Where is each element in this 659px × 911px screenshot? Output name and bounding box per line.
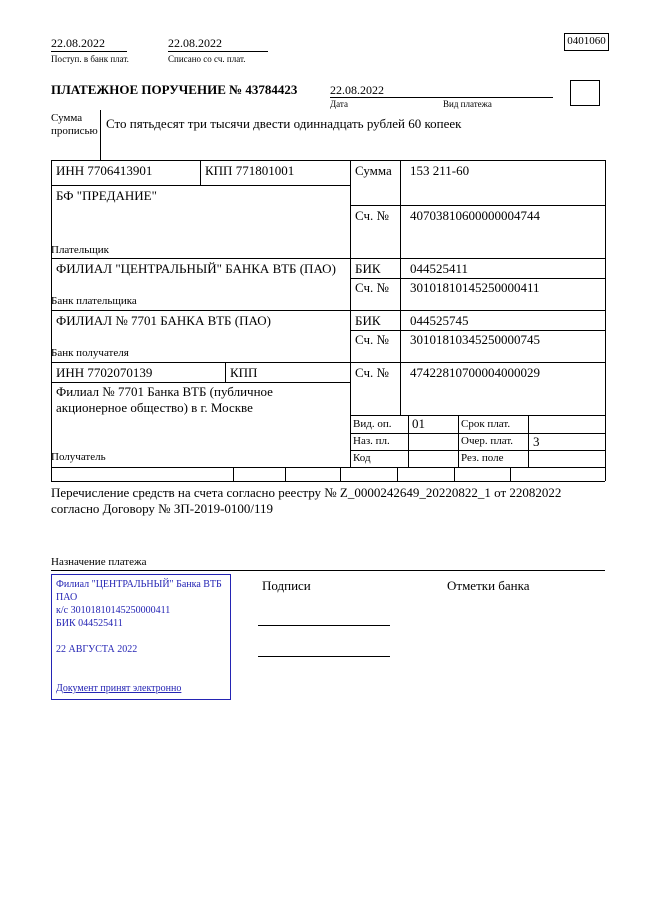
vid-op-divider-1 bbox=[408, 415, 409, 467]
payee-account-value: 47422810700004000029 bbox=[410, 365, 540, 380]
table-top-line bbox=[51, 160, 605, 161]
payer-bank-bik-value: 044525411 bbox=[410, 261, 469, 276]
payee-inn-kpp-divider bbox=[225, 362, 226, 382]
payer-kpp-label: КПП bbox=[205, 163, 233, 178]
signature-line-1 bbox=[258, 625, 390, 626]
inn-kpp-divider bbox=[200, 160, 201, 185]
debited-date-label: Списано со сч. плат. bbox=[168, 54, 246, 64]
payer-bank-bottom-line bbox=[51, 310, 605, 311]
ocher-plat-label: Очер. плат. bbox=[461, 435, 514, 447]
vid-op-value: 01 bbox=[412, 416, 425, 431]
received-date-label: Поступ. в банк плат. bbox=[51, 54, 129, 64]
amount-in-words: Сто пятьдесят три тысячи двести одиннадцать рублей 60 копеек bbox=[106, 116, 462, 131]
vid-op-top-line bbox=[350, 415, 605, 416]
small-row-divider-2 bbox=[285, 467, 286, 481]
payer-bottom-line bbox=[51, 258, 605, 259]
amount-words-label-line1: Сумма bbox=[51, 112, 83, 124]
payee-bank-bik-label: БИК bbox=[355, 313, 381, 328]
date-label: Дата bbox=[330, 99, 348, 109]
rez-pole-label: Рез. поле bbox=[461, 452, 504, 464]
vid-op-label: Вид. оп. bbox=[353, 418, 392, 430]
vid-op-divider-3 bbox=[528, 415, 529, 467]
debited-date-underline bbox=[168, 51, 268, 52]
payee-inn-cell bbox=[56, 365, 152, 381]
payee-account-label: Сч. № bbox=[355, 365, 389, 380]
title-date-underline bbox=[330, 97, 553, 98]
main-column-divider bbox=[350, 160, 351, 467]
payee-bank-bik-bottom-line bbox=[350, 330, 605, 331]
small-row-divider-6 bbox=[510, 467, 511, 481]
bank-marks-heading: Отметки банка bbox=[447, 578, 530, 593]
amount-words-divider bbox=[100, 110, 101, 160]
payer-bank-bik-bottom-line bbox=[350, 278, 605, 279]
payee-bank-bottom-line bbox=[51, 362, 605, 363]
bank-stamp bbox=[51, 574, 231, 700]
payer-bank-bik-label: БИК bbox=[355, 261, 381, 276]
payee-inn-label: ИНН bbox=[56, 365, 85, 380]
payment-kind-label: Вид платежа bbox=[443, 99, 492, 109]
sum-value: 153 211-60 bbox=[410, 163, 470, 178]
naz-pl-label: Наз. пл. bbox=[353, 435, 390, 447]
purpose-text: Перечисление средств на счета согласно реестру № Z_0000242649_20220822_1 от 22082022 согласно Договору № ЗП-2019-0100/119 bbox=[51, 485, 562, 517]
payer-name: БФ "ПРЕДАНИЕ" bbox=[56, 188, 157, 203]
vid-op-divider-2 bbox=[458, 415, 459, 467]
payee-kpp-label: КПП bbox=[230, 365, 258, 380]
stamp-status: Документ принят электронно bbox=[56, 683, 182, 694]
stamp-corr-account: к/с 30101810145250000411 bbox=[56, 605, 171, 616]
payer-inn-cell bbox=[56, 163, 152, 179]
payer-account-label: Сч. № bbox=[355, 208, 389, 223]
payer-bank-account-label: Сч. № bbox=[355, 280, 389, 295]
debited-date: 22.08.2022 bbox=[168, 36, 222, 50]
stamp-date: 22 АВГУСТА 2022 bbox=[56, 644, 138, 655]
payee-inn-bottom-line bbox=[51, 382, 350, 383]
payer-bank-name: ФИЛИАЛ "ЦЕНТРАЛЬНЫЙ" БАНКА ВТБ (ПАО) bbox=[56, 261, 336, 276]
payer-account-value: 40703810600000004744 bbox=[410, 208, 540, 223]
kod-label: Код bbox=[353, 452, 371, 464]
amount-words-label-line2: прописью bbox=[51, 125, 98, 137]
stamp-bank-name: Филиал "ЦЕНТРАЛЬНЫЙ" Банка ВТБ ПАО bbox=[56, 579, 222, 603]
inn-kpp-bottom-line bbox=[51, 185, 350, 186]
payee-section-label: Получатель bbox=[51, 451, 106, 463]
payee-bank-name: ФИЛИАЛ № 7701 БАНКА ВТБ (ПАО) bbox=[56, 313, 271, 328]
payment-kind-box bbox=[570, 80, 600, 106]
sum-bottom-line bbox=[350, 205, 605, 206]
stamp-bik: БИК 044525411 bbox=[56, 618, 123, 629]
small-row-divider-4 bbox=[397, 467, 398, 481]
received-date-underline bbox=[51, 51, 127, 52]
received-date: 22.08.2022 bbox=[51, 36, 105, 50]
payee-bank-bik-value: 044525745 bbox=[410, 313, 469, 328]
payer-bank-section-label: Банк плательщика bbox=[51, 295, 137, 307]
payer-kpp-cell bbox=[205, 163, 294, 179]
small-row-bottom-line bbox=[51, 481, 605, 482]
payer-inn-label: ИНН bbox=[56, 163, 85, 178]
naz-pl-bottom-line bbox=[350, 450, 605, 451]
purpose-bottom-line bbox=[51, 570, 605, 571]
payee-bottom-line bbox=[51, 467, 605, 468]
sum-label: Сумма bbox=[355, 163, 392, 178]
payee-bank-account-value: 30101810345250000745 bbox=[410, 332, 540, 347]
small-row-divider-3 bbox=[340, 467, 341, 481]
purpose-section-label: Назначение платежа bbox=[51, 556, 147, 568]
payer-bank-account-value: 30101810145250000411 bbox=[410, 280, 540, 295]
signatures-heading: Подписи bbox=[262, 578, 311, 593]
srok-plat-label: Срок плат. bbox=[461, 418, 511, 430]
table-right-line bbox=[605, 160, 606, 481]
payer-kpp-value: 771801001 bbox=[235, 163, 295, 178]
ocher-plat-value: 3 bbox=[533, 434, 540, 449]
small-row-divider-1 bbox=[233, 467, 234, 481]
payer-section-label: Плательщик bbox=[51, 244, 109, 256]
payee-bank-section-label: Банк получателя bbox=[51, 347, 129, 359]
payee-bank-account-label: Сч. № bbox=[355, 332, 389, 347]
signature-line-2 bbox=[258, 656, 390, 657]
payer-inn-value: 7706413901 bbox=[87, 163, 153, 178]
vid-op-bottom-line bbox=[350, 433, 605, 434]
document-title: ПЛАТЕЖНОЕ ПОРУЧЕНИЕ № 43784423 bbox=[51, 82, 298, 97]
label-value-divider bbox=[400, 160, 401, 415]
small-row-divider-5 bbox=[454, 467, 455, 481]
document-date: 22.08.2022 bbox=[330, 83, 384, 97]
form-code-box bbox=[564, 33, 609, 51]
payee-inn-value: 7702070139 bbox=[87, 365, 153, 380]
table-left-line bbox=[51, 160, 52, 481]
payee-name: Филиал № 7701 Банка ВТБ (публичное акционерное общество) в г. Москве bbox=[56, 384, 273, 416]
form-code: 0401060 bbox=[567, 35, 606, 48]
